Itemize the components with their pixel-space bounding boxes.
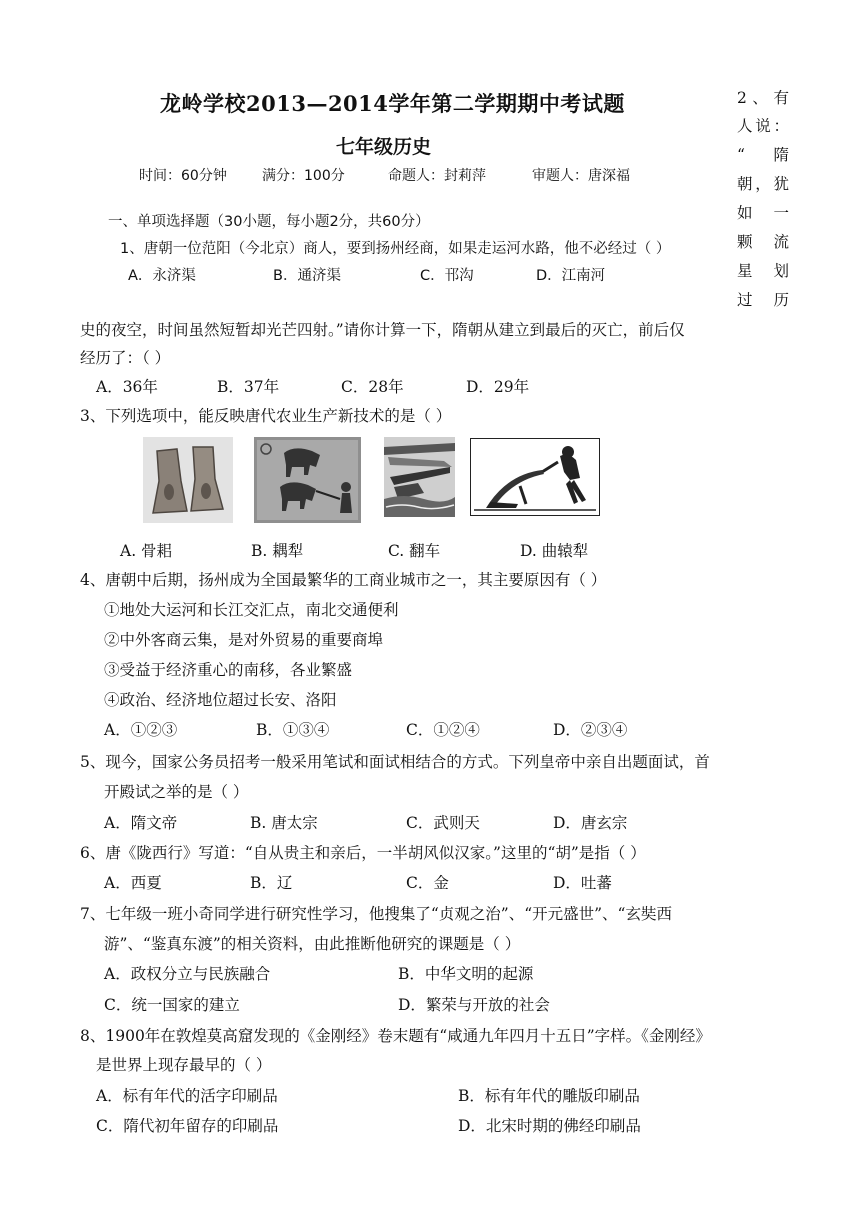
exam-score: 满分：100分	[262, 168, 345, 184]
q5-option-a: A．隋文帝	[104, 814, 178, 832]
q1-option-d: D．江南河	[536, 268, 606, 284]
q5-option-d: D．唐玄宗	[553, 814, 628, 832]
q2-side-line: 2、有	[737, 89, 789, 107]
q8-text-line1: 8、1900年在敦煌莫高窟发现的《金刚经》卷末题有“咸通九年四月十五日”字样。《金刚经》	[80, 1027, 711, 1045]
exam-title: 龙岭学校2013—2014学年第二学期期中考试题	[160, 91, 625, 116]
q3-stem: 3、下列选项中，能反映唐代农业生产新技术的是（ ）	[80, 407, 452, 425]
q2-text-line2: 经历了：（ ）	[80, 349, 171, 367]
q2-option-c: C．28年	[341, 378, 404, 396]
q7-option-c: C．统一国家的建立	[104, 996, 240, 1014]
q6-option-c: C．金	[406, 874, 449, 892]
exam-time: 时间：60分钟	[139, 168, 227, 184]
curved-plough-image	[470, 438, 600, 516]
q8-option-d: D．北宋时期的佛经印刷品	[458, 1117, 641, 1135]
q8-option-b: B．标有年代的雕版印刷品	[458, 1087, 640, 1105]
q7-text-line1: 7、七年级一班小奇同学进行研究性学习，他搜集了“贞观之治”、“开元盛世”、“玄奘西	[80, 905, 672, 923]
q5-option-c: C．武则天	[406, 814, 480, 832]
q8-option-a: A．标有年代的活字印刷品	[96, 1087, 278, 1105]
q8-text-line2: 是世界上现存最早的（ ）	[96, 1056, 272, 1074]
q1-stem: 1、唐朝一位范阳（今北京）商人，要到扬州经商，如果走运河水路，他不必经过（ ）	[120, 241, 671, 257]
q2-side-line: 过 历	[737, 291, 789, 309]
q4-item: ②中外客商云集，是对外贸易的重要商埠	[104, 631, 384, 649]
q4-item: ③受益于经济重心的南移，各业繁盛	[104, 661, 353, 679]
q4-option-d: D．②③④	[553, 721, 628, 739]
q6-stem: 6、唐《陇西行》写道：“自从贵主和亲后，一半胡风似汉家。”这里的“胡”是指（ ）	[80, 844, 646, 862]
q7-option-a: A．政权分立与民族融合	[104, 965, 271, 983]
q5-text-line1: 5、现今，国家公务员招考一般采用笔试和面试相结合的方式。下列皇帝中亲自出题面试，首	[80, 753, 710, 771]
q3-option-a: A. 骨耜	[120, 542, 173, 560]
q2-option-d: D．29年	[466, 378, 530, 396]
q6-option-d: D．吐蕃	[553, 874, 612, 892]
ox-plough-image	[254, 437, 361, 523]
q7-option-b: B．中华文明的起源	[398, 965, 534, 983]
q3-option-b: B. 耦犁	[251, 542, 304, 560]
q7-text-line2: 游”、“鉴真东渡”的相关资料，由此推断他研究的课题是（ ）	[104, 935, 521, 953]
section-heading: 一、单项选择题（30小题，每小题2分，共60分）	[108, 214, 430, 230]
q4-option-b: B．①③④	[256, 721, 330, 739]
bone-si-image	[143, 437, 233, 523]
q1-option-a: A．永济渠	[128, 268, 196, 284]
q5-text-line2: 开殿试之举的是（ ）	[104, 783, 249, 801]
q1-option-b: B．通济渠	[273, 268, 341, 284]
q4-item: ④政治、经济地位超过长安、洛阳	[104, 691, 337, 709]
q2-side-line: 朝，犹	[737, 175, 789, 193]
q8-option-c: C．隋代初年留存的印刷品	[96, 1117, 279, 1135]
water-wheel-image	[384, 437, 455, 517]
exam-subtitle: 七年级历史	[336, 136, 432, 158]
q4-option-a: A．①②③	[104, 721, 178, 739]
q3-option-d: D. 曲辕犁	[520, 542, 589, 560]
exam-reviewer: 审题人：唐深福	[532, 168, 630, 184]
q4-item: ①地处大运河和长江交汇点，南北交通便利	[104, 601, 399, 619]
exam-author: 命题人：封莉萍	[388, 168, 486, 184]
q2-side-line: 如 一	[737, 204, 789, 222]
q6-option-a: A．西夏	[104, 874, 162, 892]
q5-option-b: B. 唐太宗	[250, 814, 318, 832]
q4-stem: 4、唐朝中后期，扬州成为全国最繁华的工商业城市之一，其主要原因有（ ）	[80, 571, 607, 589]
q2-side-line: 颗 流	[737, 233, 789, 251]
q4-option-c: C．①②④	[406, 721, 480, 739]
q1-option-c: C．邗沟	[420, 268, 474, 284]
q2-option-a: A．36年	[96, 378, 158, 396]
q3-option-c: C. 翻车	[388, 542, 441, 560]
q7-option-d: D．繁荣与开放的社会	[398, 996, 550, 1014]
q6-option-b: B．辽	[250, 874, 293, 892]
q2-option-b: B．37年	[217, 378, 280, 396]
q2-side-line: 星 划	[737, 262, 789, 280]
q2-side-line: “ 隋	[737, 146, 789, 164]
q2-text-line1: 史的夜空，时间虽然短暂却光芒四射。”请你计算一下，隋朝从建立到最后的灭亡，前后仅	[80, 321, 685, 339]
q2-side-line: 人说：	[737, 117, 789, 135]
